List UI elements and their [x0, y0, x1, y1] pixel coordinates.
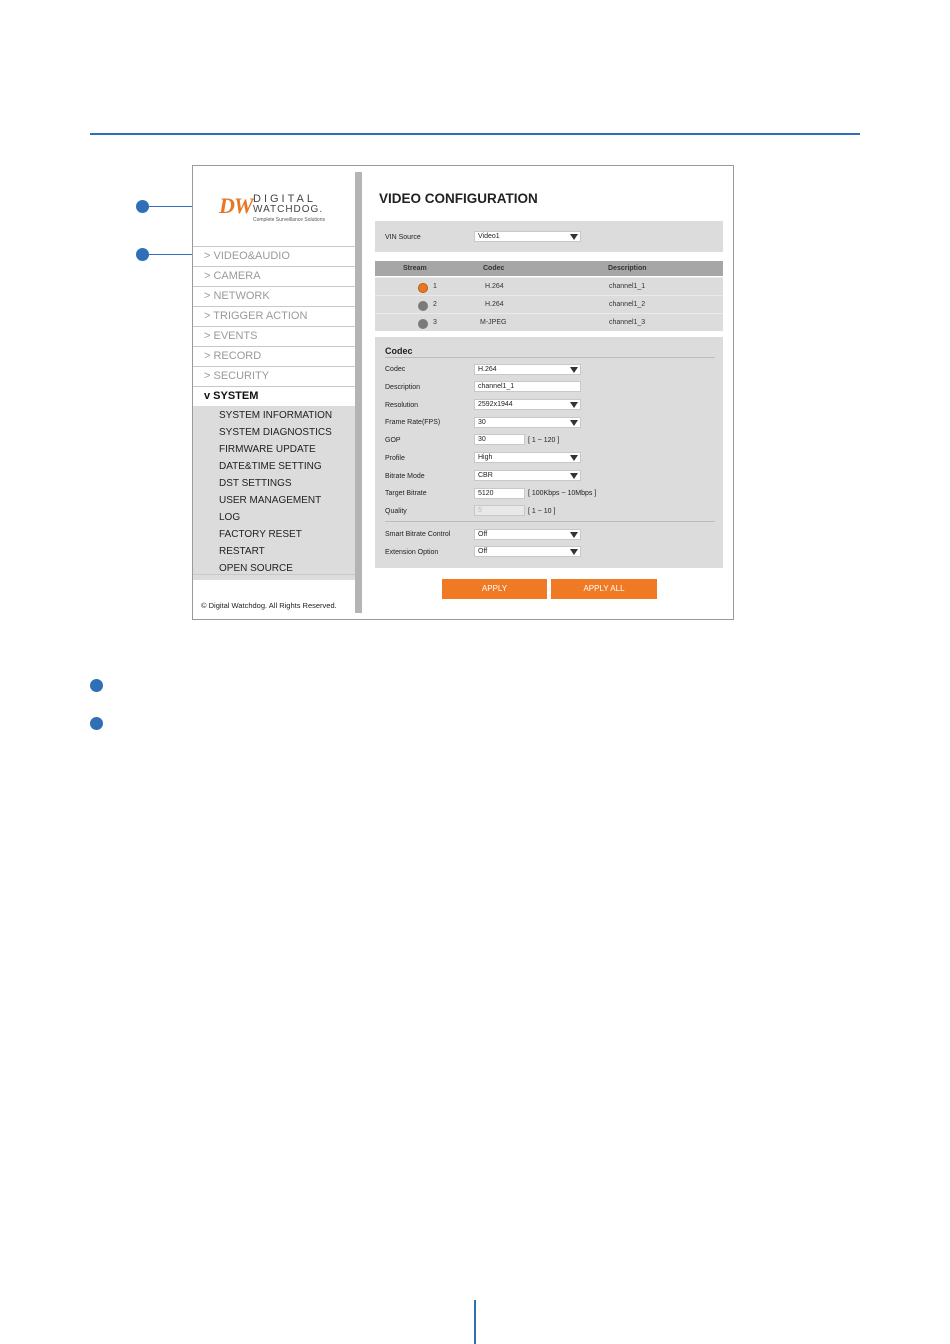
sidebar-scrollbar[interactable]	[355, 172, 362, 613]
stream-row-1[interactable]	[375, 277, 723, 295]
vin-source-value: Video1	[478, 233, 500, 240]
smart-bitrate-value: Off	[478, 531, 488, 538]
codec-panel-heading: Codec	[385, 346, 413, 356]
bitrate-mode-label: Bitrate Mode	[385, 473, 425, 480]
copyright-text: © Digital Watchdog. All Rights Reserved.	[201, 601, 337, 610]
chevron-down-icon	[570, 532, 578, 538]
stream-number: 3	[433, 319, 437, 326]
submenu-date-time-setting[interactable]: DATE&TIME SETTING	[219, 461, 322, 472]
stream-row-2[interactable]	[375, 295, 723, 313]
extension-option-select[interactable]	[474, 546, 581, 557]
extension-option-value: Off	[478, 548, 488, 555]
quality-range-hint: [ 1 ~ 10 ]	[528, 508, 556, 515]
col-stream: Stream	[403, 265, 427, 272]
quality-label: Quality	[385, 508, 407, 515]
description-input[interactable]: channel1_1	[474, 381, 581, 392]
resolution-label: Resolution	[385, 402, 419, 409]
footer-divider	[193, 574, 355, 575]
submenu-restart[interactable]: RESTART	[219, 546, 265, 557]
stream-description: channel1_2	[609, 301, 646, 308]
stream-codec: H.264	[485, 283, 504, 290]
target-bitrate-label: Target Bitrate	[385, 490, 427, 497]
sidebar-item-video-audio[interactable]: > VIDEO&AUDIO	[193, 246, 355, 266]
submenu-factory-reset[interactable]: FACTORY RESET	[219, 529, 302, 540]
stream-description: channel1_3	[609, 319, 646, 326]
profile-value: High	[478, 454, 493, 461]
bitrate-mode-select[interactable]	[474, 470, 581, 481]
bitrate-mode-value: CBR	[478, 472, 493, 479]
stream-table-header	[375, 261, 723, 276]
vin-source-select[interactable]	[474, 231, 581, 242]
camera-web-ui	[192, 165, 734, 620]
submenu-log[interactable]: LOG	[219, 512, 241, 523]
col-codec: Codec	[483, 265, 505, 272]
digital-watchdog-logo	[219, 193, 329, 225]
apply-button[interactable]: APPLY	[442, 579, 547, 599]
vin-source-label: VIN Source	[385, 234, 421, 241]
col-description: Description	[608, 265, 647, 272]
codec-select[interactable]	[474, 364, 581, 375]
resolution-select[interactable]	[474, 399, 581, 410]
chevron-down-icon	[570, 367, 578, 373]
submenu-system-information[interactable]: SYSTEM INFORMATION	[219, 410, 333, 421]
sidebar-item-record[interactable]: > RECORD	[193, 346, 355, 366]
codec-section-divider	[385, 521, 715, 522]
chevron-down-icon	[570, 473, 578, 479]
stream-codec: H.264	[485, 301, 504, 308]
quality-input[interactable]: 5	[474, 505, 525, 516]
page-center-rule	[474, 1300, 476, 1344]
main-content	[369, 166, 733, 619]
sidebar-item-system[interactable]: v SYSTEM	[193, 386, 355, 406]
gop-range-hint: [ 1 ~ 120 ]	[528, 437, 560, 444]
submenu-dst-settings[interactable]: DST SETTINGS	[219, 478, 292, 489]
stream-codec: M-JPEG	[480, 319, 507, 326]
page-title: VIDEO CONFIGURATION	[379, 191, 538, 206]
codec-value: H.264	[478, 366, 497, 373]
sidebar-item-camera[interactable]: > CAMERA	[193, 266, 355, 286]
stream-2-radio[interactable]	[418, 301, 428, 311]
logo-tagline: Complete Surveillance Solutions	[253, 217, 325, 223]
stream-3-radio[interactable]	[418, 319, 428, 329]
sidebar-item-events[interactable]: > EVENTS	[193, 326, 355, 346]
chevron-down-icon	[570, 549, 578, 555]
codec-label: Codec	[385, 366, 406, 373]
frame-rate-label: Frame Rate(FPS)	[385, 419, 441, 426]
frame-rate-value: 30	[478, 419, 486, 426]
submenu-system-diagnostics[interactable]: SYSTEM DIAGNOSTICS	[219, 427, 332, 438]
stream-1-radio[interactable]	[418, 283, 428, 293]
profile-select[interactable]	[474, 452, 581, 463]
chevron-down-icon	[570, 420, 578, 426]
vin-source-panel	[375, 221, 723, 252]
stream-row-3[interactable]	[375, 313, 723, 331]
extension-option-label: Extension Option	[385, 549, 439, 556]
chevron-down-icon	[570, 455, 578, 461]
target-bitrate-range-hint: [ 100Kbps ~ 10Mbps ]	[528, 490, 597, 497]
frame-rate-select[interactable]	[474, 417, 581, 428]
legend-marker-2	[90, 717, 103, 730]
apply-all-button[interactable]: APPLY ALL	[551, 579, 657, 599]
sidebar-item-security[interactable]: > SECURITY	[193, 366, 355, 386]
logo-mark: DW	[219, 193, 253, 218]
logo-brand-line1: DIGITAL	[253, 193, 316, 205]
resolution-value: 2592x1944	[478, 401, 513, 408]
submenu-open-source[interactable]: OPEN SOURCE	[219, 563, 293, 574]
smart-bitrate-label: Smart Bitrate Control	[385, 531, 451, 538]
sidebar-item-trigger-action[interactable]: > TRIGGER ACTION	[193, 306, 355, 326]
chevron-down-icon	[570, 402, 578, 408]
submenu-user-management[interactable]: USER MANAGEMENT	[219, 495, 322, 506]
stream-number: 1	[433, 283, 437, 290]
stream-description: channel1_1	[609, 283, 646, 290]
codec-panel	[375, 337, 723, 568]
header-rule	[90, 133, 860, 135]
chevron-down-icon	[570, 234, 578, 240]
sidebar-item-network[interactable]: > NETWORK	[193, 286, 355, 306]
description-label: Description	[385, 384, 421, 391]
submenu-firmware-update[interactable]: FIRMWARE UPDATE	[219, 444, 316, 455]
sidebar	[193, 166, 355, 619]
gop-label: GOP	[385, 437, 401, 444]
codec-heading-divider	[385, 357, 715, 358]
legend-marker-1	[90, 679, 103, 692]
gop-input[interactable]: 30	[474, 434, 525, 445]
system-submenu	[193, 406, 355, 580]
profile-label: Profile	[385, 455, 405, 462]
target-bitrate-input[interactable]: 5120	[474, 488, 525, 499]
sidebar-menu	[193, 246, 355, 580]
stream-number: 2	[433, 301, 437, 308]
smart-bitrate-select[interactable]	[474, 529, 581, 540]
logo-brand-line2: WATCHDOG.	[253, 204, 324, 215]
